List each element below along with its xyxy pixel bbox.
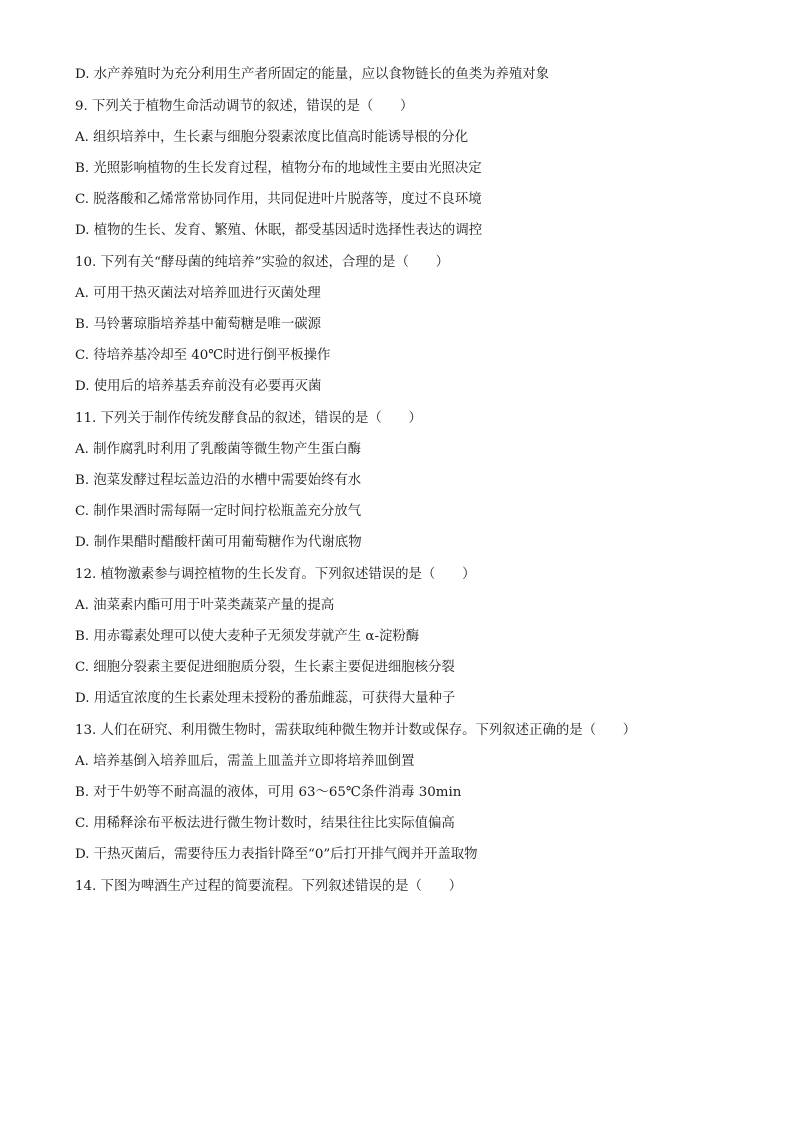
option-text: D. 干热灭菌后，需要待压力表指针降至“0”后打开排气阀并开盖取物 [75, 847, 478, 862]
option-text: D. 用适宜浓度的生长素处理未授粉的番茄雌蕊，可获得大量种子 [75, 691, 456, 706]
option-text: D. 使用后的培养基丢弃前没有必要再灭菌 [75, 379, 322, 394]
question-stem: 11. 下列关于制作传统发酵食品的叙述，错误的是（ ） [75, 411, 422, 426]
option-text: B. 马铃薯琼脂培养基中葡萄糖是唯一碳源 [75, 317, 321, 332]
option-text: A. 培养基倒入培养皿后，需盖上皿盖并立即将培养皿倒置 [75, 754, 415, 769]
option-text: B. 用赤霉素处理可以使大麦种子无须发芽就产生 α-淀粉酶 [75, 629, 420, 644]
option-text: C. 细胞分裂素主要促进细胞质分裂，生长素主要促进细胞核分裂 [75, 660, 455, 675]
question-stem: 10. 下列有关“酵母菌的纯培养”实验的叙述，合理的是（ ） [75, 255, 450, 270]
option-text: A. 制作腐乳时利用了乳酸菌等微生物产生蛋白酶 [75, 442, 361, 457]
option-text: A. 油菜素内酯可用于叶菜类蔬菜产量的提高 [75, 598, 335, 613]
option-text: C. 待培养基冷却至 40℃时进行倒平板操作 [75, 348, 331, 363]
option-text: C. 制作果酒时需每隔一定时间拧松瓶盖充分放气 [75, 504, 362, 519]
question-stem: 14. 下图为啤酒生产过程的简要流程。下列叙述错误的是（ ） [75, 879, 463, 894]
option-text: C. 用稀释涂布平板法进行微生物计数时，结果往往比实际值偏高 [75, 816, 455, 831]
option-text: C. 脱落酸和乙烯常常协同作用，共同促进叶片脱落等，度过不良环境 [75, 192, 482, 207]
option-text: B. 对于牛奶等不耐高温的液体，可用 63～65℃条件消毒 30min [75, 785, 462, 800]
option-text: D. 制作果醋时醋酸杆菌可用葡萄糖作为代谢底物 [75, 535, 362, 550]
question-stem: 13. 人们在研究、利用微生物时，需获取纯种微生物并计数或保存。下列叙述正确的是（ ） [75, 723, 637, 738]
option-text: A. 组织培养中，生长素与细胞分裂素浓度比值高时能诱导根的分化 [75, 130, 469, 145]
option-text: B. 光照影响植物的生长发育过程，植物分布的地域性主要由光照决定 [75, 161, 482, 176]
option-text: B. 泡菜发酵过程坛盖边沿的水槽中需要始终有水 [75, 473, 362, 488]
question-stem: 12. 植物激素参与调控植物的生长发育。下列叙述错误的是（ ） [75, 567, 476, 582]
option-text: D. 植物的生长、发育、繁殖、休眠，都受基因适时选择性表达的调控 [75, 223, 483, 238]
option-text: D. 水产养殖时为充分利用生产者所固定的能量，应以食物链长的鱼类为养殖对象 [75, 67, 550, 82]
option-text: A. 可用干热灭菌法对培养皿进行灭菌处理 [75, 286, 321, 301]
question-stem: 9. 下列关于植物生命活动调节的叙述，错误的是（ ） [75, 99, 414, 114]
